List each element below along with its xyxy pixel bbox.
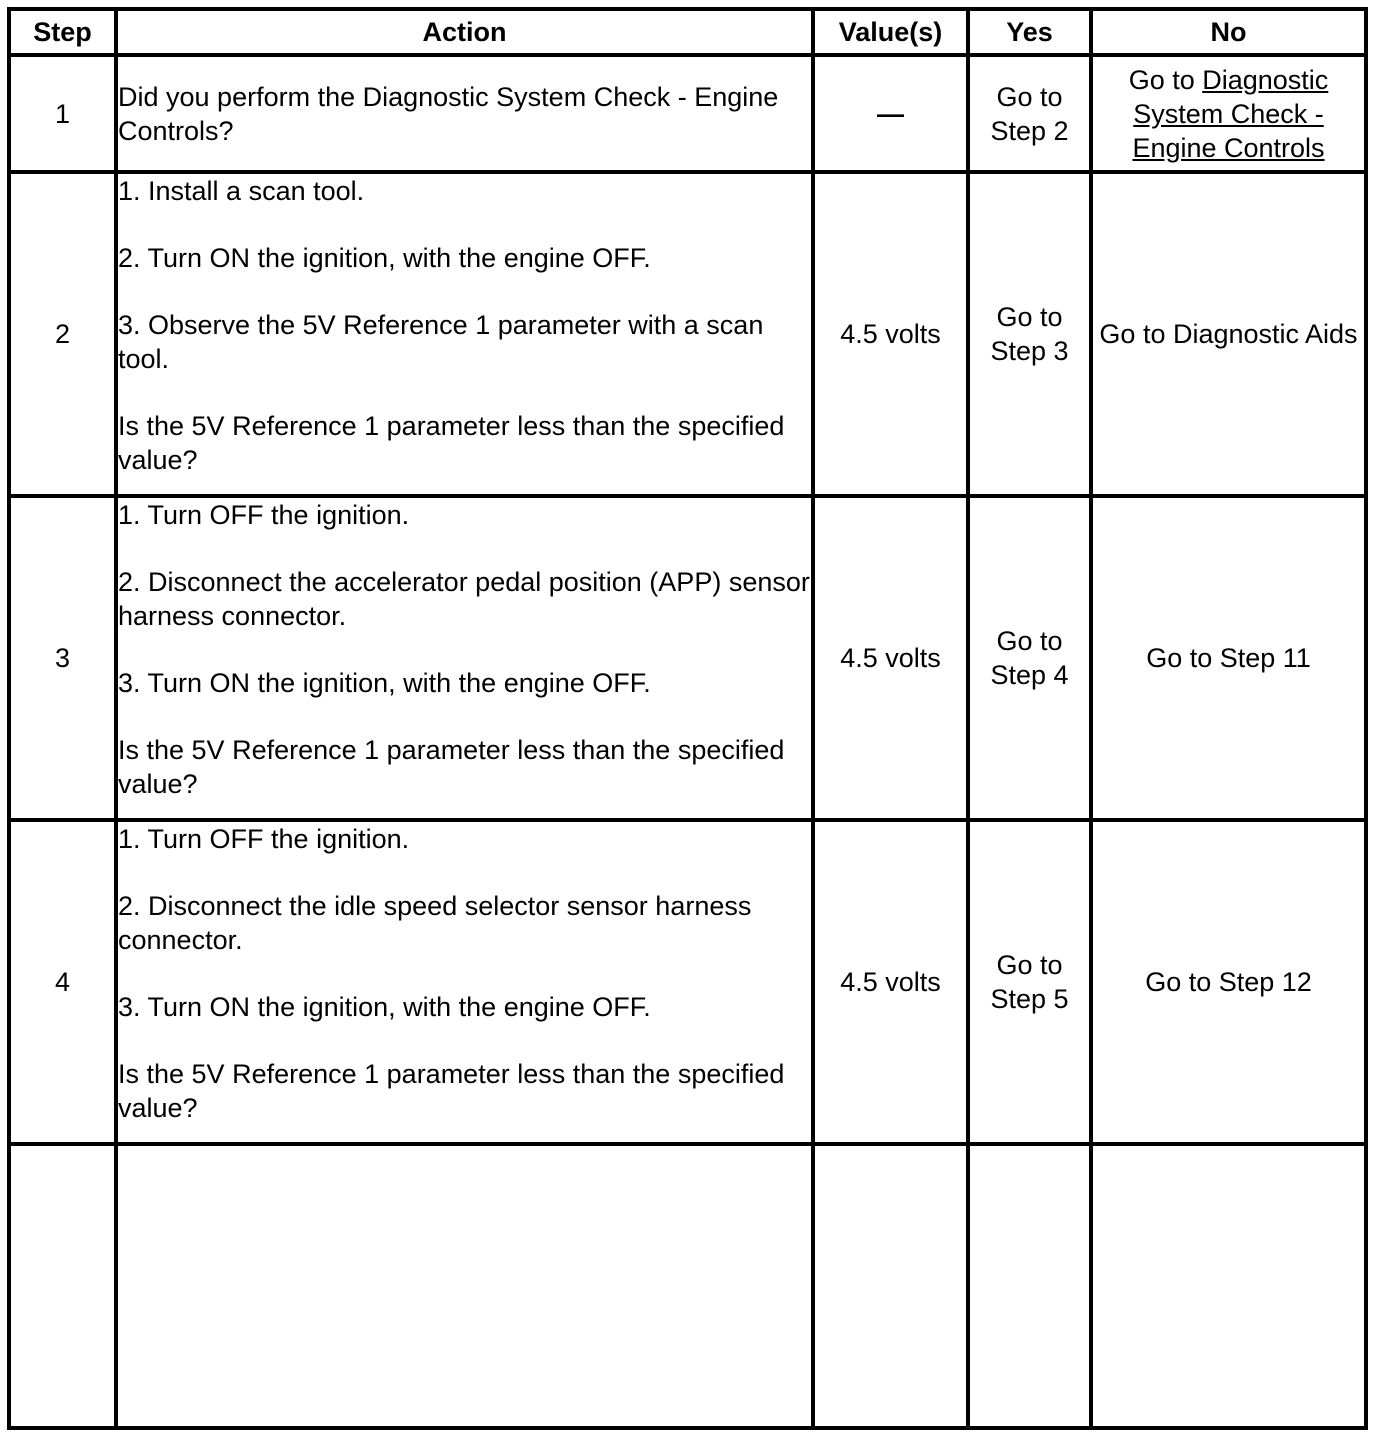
action-step-text: 2. Turn ON the ignition, with the engine OFF. xyxy=(118,243,651,273)
empty-cell xyxy=(813,1144,968,1428)
table-row xyxy=(9,55,1366,172)
header-no: No xyxy=(1091,9,1366,55)
step-number: 1 xyxy=(9,55,116,172)
action-question: Is the 5V Reference 1 parameter less than the specified value? xyxy=(118,1059,785,1123)
action-step-text: 2. Disconnect the idle speed selector sensor harness connector. xyxy=(118,891,752,955)
header-step: Step xyxy=(9,9,116,55)
action-step-text: 3. Turn ON the ignition, with the engine OFF. xyxy=(118,992,651,1022)
action-cell xyxy=(116,172,813,496)
empty-cell xyxy=(116,1144,813,1428)
yes-cell xyxy=(968,496,1091,820)
yes-cell xyxy=(968,172,1091,496)
empty-cell xyxy=(968,1144,1091,1428)
yes-text: Go to Step 2 xyxy=(990,81,1069,146)
action-step-text: 1. Install a scan tool. xyxy=(118,176,365,206)
action-step-text: 2. Disconnect the accelerator pedal position (APP) sensor harness connector. xyxy=(118,567,810,631)
table-row xyxy=(9,172,1366,496)
value-cell: 4.5 volts xyxy=(813,172,968,496)
action-cell xyxy=(116,820,813,1144)
yes-text: Go to Step 3 xyxy=(990,302,1069,366)
yes-cell xyxy=(968,55,1091,172)
action-step-text: 1. Turn OFF the ignition. xyxy=(118,500,410,530)
action-cell xyxy=(116,55,813,172)
no-cell xyxy=(1091,496,1366,820)
empty-cell xyxy=(9,1144,116,1428)
action-question: Is the 5V Reference 1 parameter less than the specified value? xyxy=(118,735,785,799)
no-cell xyxy=(1091,820,1366,1144)
table-row-empty xyxy=(9,1144,1366,1428)
table-row xyxy=(9,496,1366,820)
diagnostic-table xyxy=(7,7,1368,1430)
yes-cell xyxy=(968,820,1091,1144)
step-number: 4 xyxy=(9,820,116,1144)
value-cell: 4.5 volts xyxy=(813,496,968,820)
header-row xyxy=(9,9,1366,55)
no-cell xyxy=(1091,55,1366,172)
no-text: Go to Step 11 xyxy=(1146,643,1311,673)
no-prefix: Go to xyxy=(1128,64,1203,95)
no-text: Go to Diagnostic Aids xyxy=(1099,319,1358,349)
action-text: Did you perform the Diagnostic System Check - Engine Controls? xyxy=(118,81,779,146)
header-yes: Yes xyxy=(968,9,1091,55)
table-row xyxy=(9,820,1366,1144)
empty-cell xyxy=(1091,1144,1366,1428)
action-cell xyxy=(116,496,813,820)
value-cell: — xyxy=(813,55,968,172)
action-question: Is the 5V Reference 1 parameter less than the specified value? xyxy=(118,411,785,475)
action-step-text: 3. Turn ON the ignition, with the engine OFF. xyxy=(118,668,651,698)
yes-text: Go to Step 5 xyxy=(990,950,1069,1014)
step-number: 3 xyxy=(9,496,116,820)
action-step-text: 3. Observe the 5V Reference 1 parameter with a scan tool. xyxy=(118,310,764,374)
no-text: Go to Step 12 xyxy=(1145,967,1312,997)
action-step-text: 1. Turn OFF the ignition. xyxy=(118,824,410,854)
no-cell xyxy=(1091,172,1366,496)
yes-text: Go to Step 4 xyxy=(990,626,1069,690)
header-action: Action xyxy=(116,9,813,55)
value-cell: 4.5 volts xyxy=(813,820,968,1144)
step-number: 2 xyxy=(9,172,116,496)
diagnostic-system-check-link[interactable]: Diagnostic System Check - Engine Controls xyxy=(1132,64,1329,163)
header-values: Value(s) xyxy=(813,9,968,55)
